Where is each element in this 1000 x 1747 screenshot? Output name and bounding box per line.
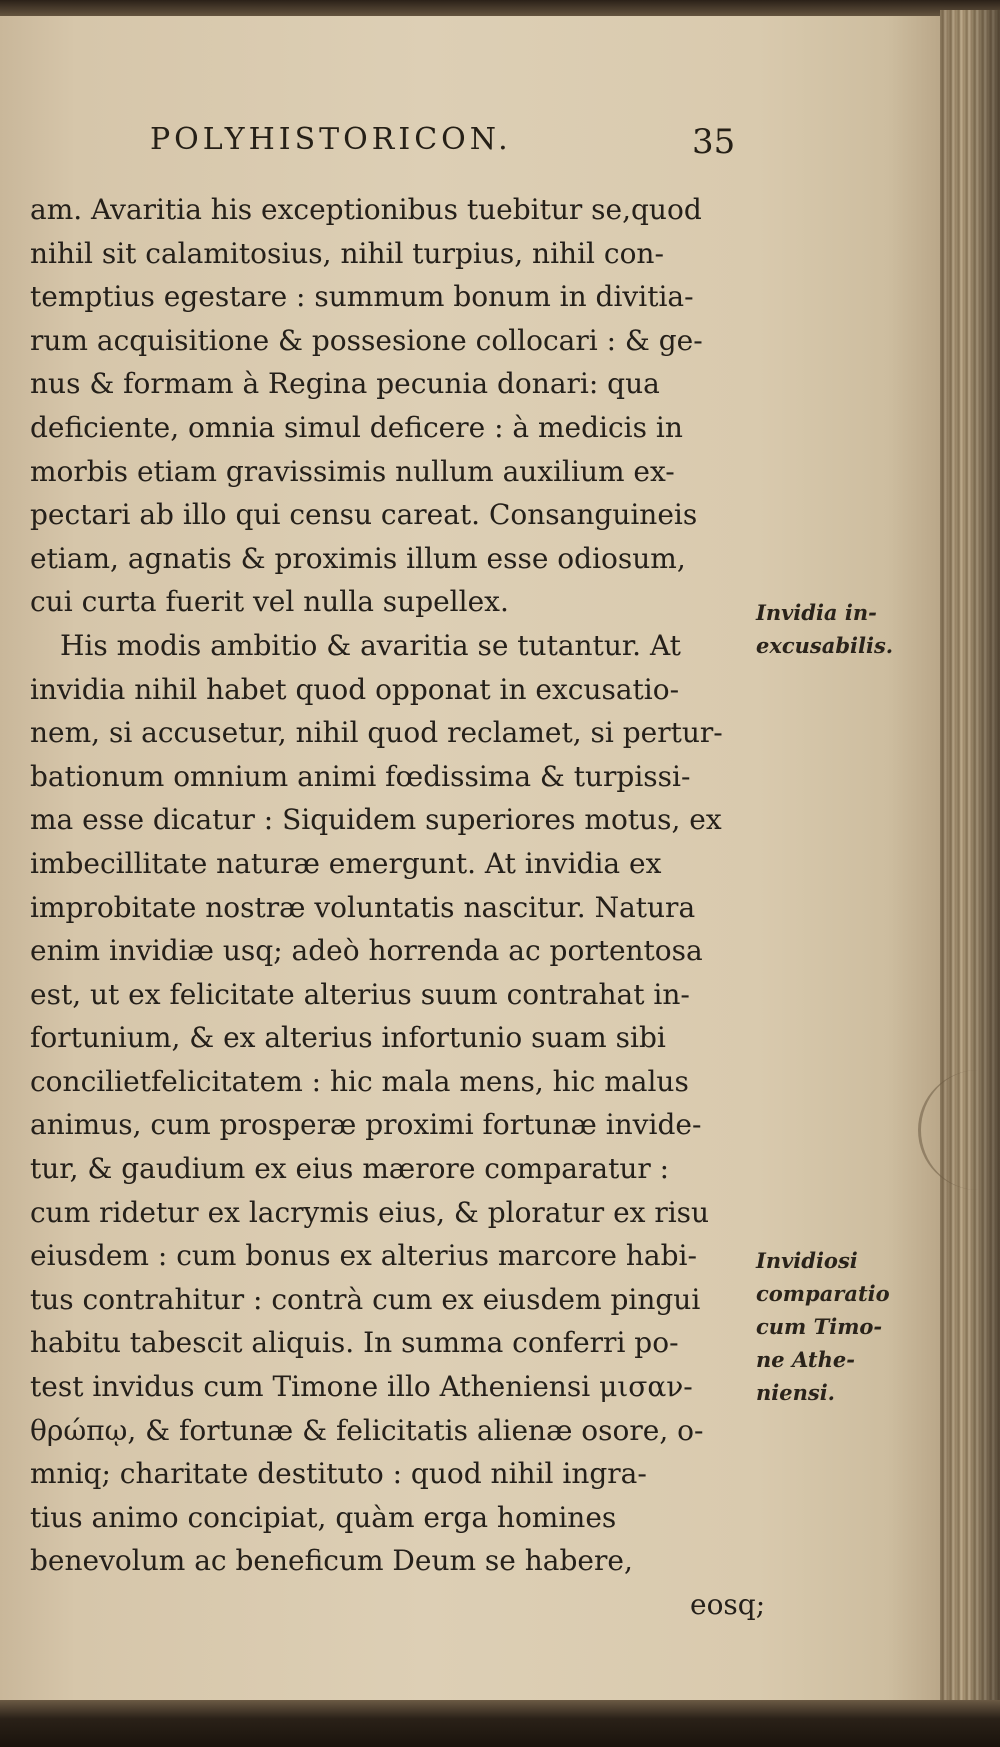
running-title: POLYHISTORICON.: [150, 122, 512, 157]
text-line: etiam, agnatis & proximis illum esse odiosum,: [30, 541, 686, 575]
margin-note-line: Invidia in-: [756, 600, 877, 625]
text-line: est, ut ex felicitate alterius suum contrahat in-: [30, 977, 690, 1011]
text-line: nem, si accusetur, nihil quod reclamet, si pertur-: [30, 716, 723, 750]
text-line: morbis etiam gravissimis nullum auxilium ex-: [30, 454, 675, 488]
text-line: θρώπῳ, & fortunæ & felicitatis alienæ osore, o-: [30, 1413, 704, 1447]
margin-note-line: Invidiosi: [756, 1248, 858, 1273]
text-line: deficiente, omnia simul deficere : à medicis in: [30, 410, 683, 444]
text-line: His modis ambitio & avaritia se tutantur. At: [60, 628, 681, 662]
page-number: 35: [692, 122, 736, 162]
margin-note: [756, 596, 926, 662]
margin-note: [756, 1244, 926, 1409]
margin-note-line: niensi.: [756, 1380, 835, 1405]
text-line: bationum omnium animi fœdissima & turpissi-: [30, 759, 691, 793]
text-line: enim invidiæ usq; adeò horrenda ac portentosa: [30, 934, 703, 968]
text-line: habitu tabescit aliquis. In summa conferri po-: [30, 1326, 679, 1360]
body-text: [30, 188, 770, 1627]
text-line: am. Avaritia his exceptionibus tuebitur se,quod: [30, 193, 702, 226]
text-line: tus contrahitur : contrà cum ex eiusdem pingui: [30, 1282, 701, 1316]
text-line: improbitate nostræ voluntatis nascitur. Natura: [30, 890, 696, 924]
text-line: tius animo concipiat, quàm erga homines: [30, 1500, 617, 1534]
text-line: pectari ab illo qui censu careat. Consanguineis: [30, 498, 698, 532]
text-line: concilietfelicitatem : hic mala mens, hic malus: [30, 1064, 689, 1098]
catchword: eosq;: [690, 1588, 766, 1621]
text-line: invidia nihil habet quod opponat in excusatio-: [30, 672, 680, 706]
text-line: cum ridetur ex lacrymis eius, & ploratur ex risu: [30, 1195, 710, 1229]
text-line: rum acquisitione & possesione collocari : & ge-: [30, 323, 703, 357]
margin-note-line: cum Timo-: [756, 1314, 883, 1339]
margin-note-line: comparatio: [756, 1281, 890, 1306]
text-line: imbecillitate naturæ emergunt. At invidia ex: [30, 846, 662, 880]
book-bottom-edge: [0, 1700, 1000, 1747]
margin-note-line: excusabilis.: [756, 633, 894, 658]
text-line: tur, & gaudium ex eius mærore comparatur :: [30, 1152, 670, 1186]
text-line: test invidus cum Timone illo Atheniensi μισαν-: [30, 1370, 693, 1404]
margin-note-line: ne Athe-: [756, 1347, 855, 1372]
page-fore-edge: [940, 10, 1000, 1710]
text-line: mniq; charitate destituto : quod nihil ingra-: [30, 1457, 647, 1491]
text-line: fortunium, & ex alterius infortunio suam sibi: [30, 1021, 666, 1055]
text-line: cui curta fuerit vel nulla supellex.: [30, 585, 509, 619]
text-line: nihil sit calamitosius, nihil turpius, nihil con-: [30, 236, 664, 270]
page-header: [150, 122, 750, 166]
text-line: nus & formam à Regina pecunia donari: qua: [30, 367, 660, 401]
text-line: animus, cum prosperæ proximi fortunæ invide-: [30, 1108, 702, 1142]
text-line: ma esse dicatur : Siquidem superiores motus, ex: [30, 803, 722, 837]
text-line: eiusdem : cum bonus ex alterius marcore habi-: [30, 1239, 697, 1273]
text-line: temptius egestare : summum bonum in divitia-: [30, 280, 694, 314]
text-line: benevolum ac beneficum Deum se habere,: [30, 1544, 633, 1578]
